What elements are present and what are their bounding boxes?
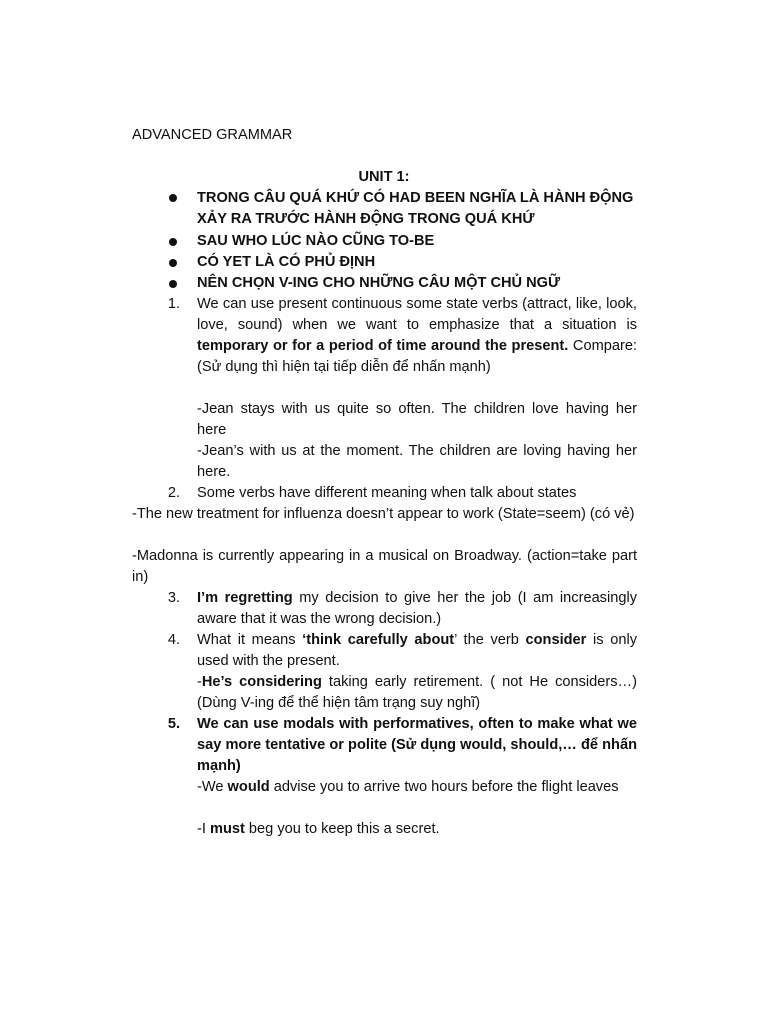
item-4-example — [197, 672, 637, 714]
item-1-text-part: Compare: (Sử dụng thì hiện tại tiếp diễn để nhấn mạnh) — [197, 338, 637, 375]
item-4-example-part: - — [197, 674, 202, 690]
item-5-example-part: -We — [197, 779, 228, 795]
bullet-item: NÊN CHỌN V-ING CHO NHỮNG CÂU MỘT CHỦ NGỮ — [197, 275, 561, 291]
item-4-emphasis: ‘think carefully about — [302, 632, 455, 648]
bullet-dot-icon — [169, 238, 177, 246]
item-1-example: -Jean’s with us at the moment. The children are loving having her here. — [197, 443, 637, 480]
item-5-example-emphasis: must — [209, 821, 245, 837]
item-5-example-part: -I — [197, 821, 210, 837]
item-number: 2. — [167, 485, 180, 501]
bullet-item: TRONG CÂU QUÁ KHỨ CÓ HAD BEEN NGHĨA LÀ HÀNH ĐỘNG XẢY RA TRƯỚC HÀNH ĐỘNG TRONG QUÁ KHỨ — [197, 190, 634, 227]
item-3-text-part: my decision to give her the job (I am increasingly aware that it was the wrong decision.) — [197, 590, 637, 627]
bullet-dot-icon — [169, 280, 177, 288]
item-4-example-emphasis: He’s considering — [201, 674, 322, 690]
item-2-text: Some verbs have different meaning when talk about states — [197, 485, 577, 501]
bullet-dot-icon — [169, 194, 177, 202]
item-1-example: -Jean stays with us quite so often. The children love having her here — [197, 401, 637, 438]
bullet-dot-icon — [169, 259, 177, 267]
item-4-example-part: taking early retirement. ( not He considers…) (Dùng V-ing để thể hiện tâm trạng suy nghĩ) — [197, 674, 637, 711]
item-number: 1. — [167, 296, 180, 312]
item-number: 5. — [167, 716, 180, 732]
item-2-example: -The new treatment for influenza doesn’t appear to work (State=seem) (có vẻ) — [132, 506, 635, 522]
item-5-example — [197, 777, 637, 798]
document-title: ADVANCED GRAMMAR — [132, 127, 293, 143]
item-3-text — [197, 588, 637, 630]
item-5-example-part: beg you to keep this a secret. — [244, 821, 440, 837]
unit-heading: UNIT 1: — [358, 169, 410, 185]
bullet-item: SAU WHO LÚC NÀO CŨNG TO-BE — [197, 233, 435, 249]
item-4-text-part: What it means — [197, 632, 303, 648]
item-4-text — [197, 630, 637, 672]
item-1-text — [197, 294, 637, 378]
item-5-example-part: advise you to arrive two hours before the flight leaves — [269, 779, 619, 795]
item-1-text-part: We can use present continuous some state verbs (attract, like, look, love, sound) when we want to emphasize that a situation is — [197, 296, 637, 333]
item-4-emphasis: consider — [525, 632, 587, 648]
item-5-text — [197, 714, 637, 777]
bullet-item: CÓ YET LÀ CÓ PHỦ ĐỊNH — [197, 254, 376, 270]
item-5-example-emphasis: would — [227, 779, 270, 795]
item-1-emphasis: temporary or for a period of time around the present. — [197, 338, 569, 354]
item-number: 4. — [167, 632, 180, 648]
item-5-example — [197, 819, 637, 840]
item-2-example: -Madonna is currently appearing in a musical on Broadway. (action=take part in) — [132, 548, 637, 585]
item-number: 3. — [167, 590, 180, 606]
item-3-emphasis: I’m regretting — [197, 590, 293, 606]
item-4-text-part: ’ the verb — [454, 632, 526, 648]
item-4-text-part: is only used with the present. — [197, 632, 637, 669]
item-5-emphasis: We can use modals with performatives, often to make what we say more tentative or polite (Sử dụng would, should,… để nhấn mạnh) — [197, 716, 637, 774]
